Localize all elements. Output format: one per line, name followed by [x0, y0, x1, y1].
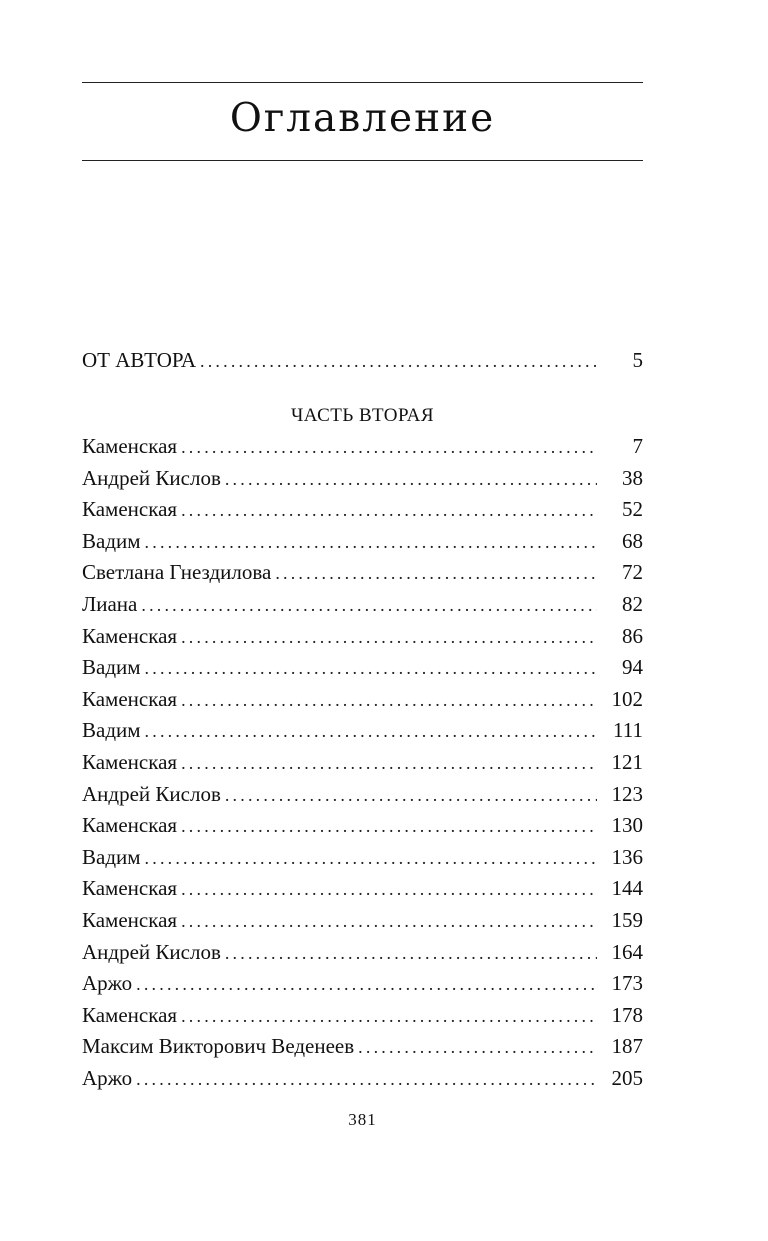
dot-leader — [181, 685, 597, 717]
toc-entry-label: Каменская — [82, 1002, 178, 1027]
dot-leader — [181, 748, 597, 780]
toc-entry-page: 82 — [622, 591, 643, 616]
page-number: 381 — [348, 1110, 377, 1129]
toc-entry[interactable] — [82, 747, 643, 779]
toc-entry-label: Вадим — [82, 718, 141, 743]
toc-entry-label: Максим Викторович Веденеев — [82, 1034, 355, 1059]
toc-entry-label: Каменская — [82, 813, 178, 838]
dot-leader — [275, 558, 597, 590]
toc-entry-page: 159 — [611, 907, 643, 932]
toc-entry[interactable] — [82, 842, 643, 874]
toc-entry-label: Аржо — [82, 1065, 133, 1090]
toc-entry-label: Каменская — [82, 907, 178, 932]
toc-entry-label: Вадим — [82, 655, 141, 680]
toc-entry-page: 121 — [611, 749, 643, 774]
toc-entry[interactable] — [82, 968, 643, 1000]
toc-entry[interactable] — [82, 431, 643, 463]
toc-entry-page: 102 — [611, 686, 643, 711]
toc-entry-page: 68 — [622, 528, 643, 553]
toc-entry-page: 144 — [611, 876, 643, 901]
toc-entry-page: 7 — [632, 434, 643, 458]
dot-leader — [181, 874, 597, 906]
toc-entry[interactable] — [82, 621, 643, 653]
dot-leader — [225, 938, 597, 970]
dot-leader — [136, 969, 597, 1001]
toc-list — [82, 431, 643, 1094]
toc-entry[interactable] — [82, 589, 643, 621]
toc-entry-label: Светлана Гнездилова — [82, 560, 272, 585]
toc-entry-label: ОТ АВТОРА — [82, 348, 197, 372]
dot-leader — [181, 811, 597, 843]
dot-leader — [358, 1032, 597, 1064]
dot-leader — [225, 780, 597, 812]
toc-entry-page: 178 — [611, 1002, 643, 1027]
toc-entry-page: 130 — [611, 813, 643, 838]
toc-entry-page: 38 — [622, 465, 643, 490]
toc-entry[interactable] — [82, 684, 643, 716]
toc-entry-page: 72 — [622, 560, 643, 585]
toc-entry-page: 94 — [622, 655, 643, 680]
toc-entry[interactable] — [82, 1063, 643, 1095]
dot-leader — [136, 1064, 597, 1096]
dot-leader — [181, 622, 597, 654]
toc-entry[interactable] — [82, 779, 643, 811]
toc-entry-page: 86 — [622, 623, 643, 648]
toc-entry-label: Каменская — [82, 497, 178, 522]
toc-entry[interactable] — [82, 1000, 643, 1032]
dot-leader — [181, 495, 597, 527]
dot-leader — [181, 432, 597, 464]
toc-entry[interactable] — [82, 715, 643, 747]
dot-leader — [181, 1001, 597, 1033]
toc-entry[interactable] — [82, 905, 643, 937]
toc-entry-label: Андрей Кислов — [82, 781, 221, 806]
bottom-rule — [82, 160, 643, 161]
toc-entry-label: Вадим — [82, 844, 141, 869]
toc-entry-label: Андрей Кислов — [82, 465, 221, 490]
toc-entry-page: 173 — [611, 971, 643, 996]
toc-entry-page: 123 — [611, 781, 643, 806]
toc-entry[interactable] — [82, 873, 643, 905]
dot-leader — [145, 653, 597, 685]
dot-leader — [181, 906, 597, 938]
toc-entry-label: Каменская — [82, 686, 178, 711]
toc-entry[interactable] — [82, 557, 643, 589]
toc-entry[interactable] — [82, 494, 643, 526]
dot-leader — [141, 590, 597, 622]
toc-entry[interactable] — [82, 937, 643, 969]
toc-entry-label: Вадим — [82, 528, 141, 553]
toc-entry-page: 136 — [611, 844, 643, 869]
toc-entry-label: Каменская — [82, 623, 178, 648]
toc-entry[interactable] — [82, 810, 643, 842]
dot-leader — [145, 527, 597, 559]
toc-entry-label: Каменская — [82, 876, 178, 901]
toc-entry[interactable] — [82, 526, 643, 558]
dot-leader — [200, 346, 597, 378]
toc-entry-label: Лиана — [82, 591, 138, 616]
toc-entry-label: Аржо — [82, 971, 133, 996]
toc-entry-page: 5 — [632, 348, 643, 372]
toc-entry-label: Каменская — [82, 749, 178, 774]
toc-entry-page: 52 — [622, 497, 643, 522]
toc-entry-label: Андрей Кислов — [82, 939, 221, 964]
dot-leader — [225, 464, 597, 496]
toc-entry-page: 164 — [611, 939, 643, 964]
toc-entry[interactable] — [82, 1031, 643, 1063]
toc-entry-label: Каменская — [82, 434, 178, 458]
page-title: Оглавление — [229, 96, 496, 141]
toc-entry-page: 205 — [611, 1065, 643, 1090]
toc-entry-page: 187 — [611, 1034, 643, 1059]
dot-leader — [145, 843, 597, 875]
part-heading: ЧАСТЬ ВТОРАЯ — [290, 405, 435, 426]
toc-entry-intro[interactable] — [82, 345, 643, 377]
dot-leader — [145, 716, 597, 748]
top-rule — [82, 82, 643, 83]
toc-entry[interactable] — [82, 652, 643, 684]
toc-entry[interactable] — [82, 463, 643, 495]
toc-entry-page: 111 — [613, 718, 643, 743]
